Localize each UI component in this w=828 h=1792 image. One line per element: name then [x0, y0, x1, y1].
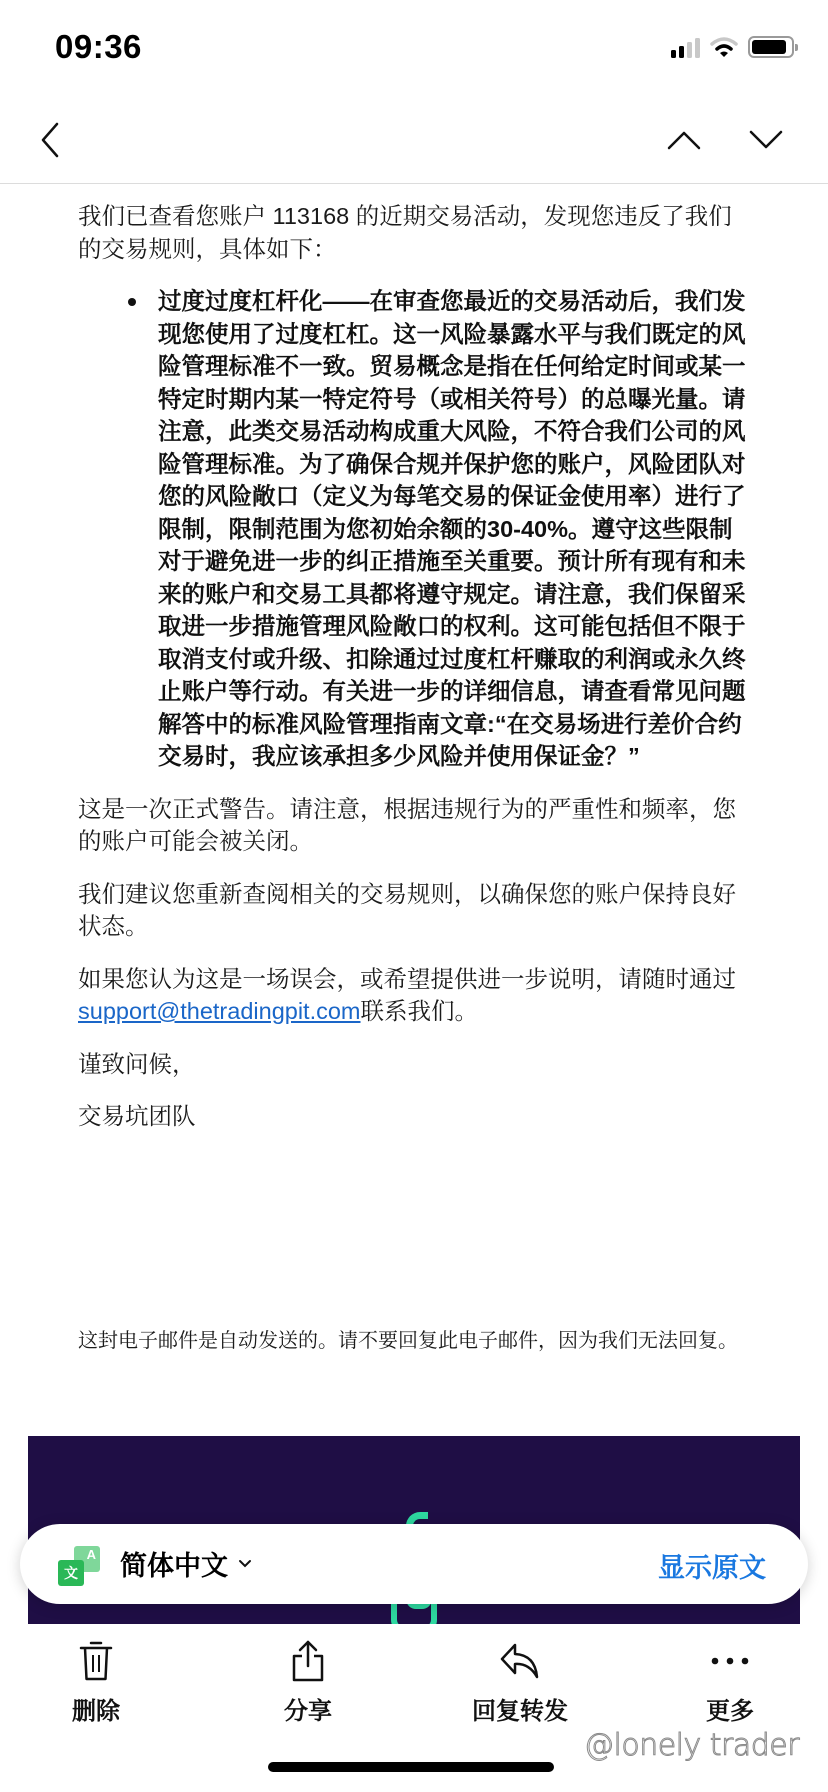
chevron-up-icon	[667, 130, 701, 150]
previous-message-button[interactable]	[662, 118, 706, 162]
next-message-button[interactable]	[744, 118, 788, 162]
contact-prefix: 如果您认为这是一场误会，或希望提供进一步说明，请随时通过	[78, 965, 736, 992]
translate-icon: A 文	[58, 1546, 102, 1588]
email-intro: 我们已查看您账户 113168 的近期交易活动，发现您违反了我们的交易规则，具体如下：	[78, 203, 732, 262]
status-time: 09:36	[55, 28, 142, 65]
status-icons	[671, 36, 794, 58]
delete-button[interactable]: 删除	[36, 1639, 156, 1726]
email-signature: 交易坑团队	[78, 1103, 196, 1129]
bottom-toolbar	[0, 1625, 828, 1725]
email-warning: 这是一次正式警告。请注意，根据违规行为的严重性和频率，您的账户可能会被关闭。	[78, 795, 736, 854]
translation-bar	[20, 1524, 808, 1604]
violations-list	[78, 285, 750, 773]
email-body	[78, 200, 750, 1153]
violation-text: 过度过度杠杆化——在审查您最近的交易活动后，我们发现您使用了过度杠杠。这一风险暴露水平与我们既定的风险管理标准不一致。贸易概念是指在任何给定时间或某一特定时期内某一特定符号（或相关符号）的总曝光量。请注意，此类交易活动构成重大风险，不符合我们公司的风险管理标准。为了确保合规并保护您的账户，风险团队对您的风险敞口（定义为每笔交易的保证金使用率）进行了限制，限制范围为您初始余额的30-40%。遵守这些限制对于避免进一步的纠正措施至关重要。预计所有现有和未来的账户和交易工具都将遵守规定。请注意，我们保留采取进一步措施管理风险敞口的权利。这可能包括但不限于取消支付或升级、扣除通过过度杠杆赚取的利润或永久终止账户等行动。有关进一步的详细信息，请查看常见问题解答中的标准风险管理指南文章:“在交易场进行差价合约交易时，我应该承担多少风险并使用保证金？”	[158, 288, 746, 769]
share-button[interactable]: 分享	[248, 1639, 368, 1726]
chevron-down-icon	[238, 1559, 252, 1569]
chevron-left-icon	[39, 122, 61, 158]
mail-nav-bar	[0, 96, 828, 184]
language-label: 简体中文	[120, 1551, 228, 1581]
auto-sent-note: 这封电子邮件是自动发送的。请不要回复此电子邮件，因为我们无法回复。	[78, 1330, 738, 1352]
watermark: @lonely trader	[584, 1728, 800, 1763]
reply-icon	[499, 1641, 541, 1681]
email-recommendation: 我们建议您重新查阅相关的交易规则，以确保您的账户保持良好状态。	[78, 880, 736, 939]
chevron-down-icon	[749, 130, 783, 150]
more-button[interactable]: 更多	[670, 1639, 790, 1726]
email-closing: 谨致问候，	[78, 1050, 196, 1077]
home-indicator[interactable]	[268, 1762, 554, 1772]
bullet-icon	[128, 298, 136, 306]
support-email-link[interactable]: support@thetradingpit.com	[78, 998, 361, 1024]
show-original-button[interactable]: 显示原文	[658, 1553, 766, 1583]
email-contact	[78, 963, 750, 1028]
share-icon	[290, 1640, 326, 1682]
more-icon	[710, 1656, 750, 1666]
trash-icon	[78, 1640, 114, 1682]
back-button[interactable]	[28, 118, 72, 162]
language-selector[interactable]	[120, 1544, 252, 1583]
cellular-signal-icon	[671, 36, 700, 58]
violation-item	[158, 285, 750, 773]
battery-icon	[748, 36, 794, 58]
wifi-icon	[710, 36, 738, 58]
status-bar	[0, 0, 828, 96]
reply-forward-button[interactable]: 回复转发	[460, 1639, 580, 1726]
contact-suffix: 联系我们。	[360, 998, 479, 1024]
